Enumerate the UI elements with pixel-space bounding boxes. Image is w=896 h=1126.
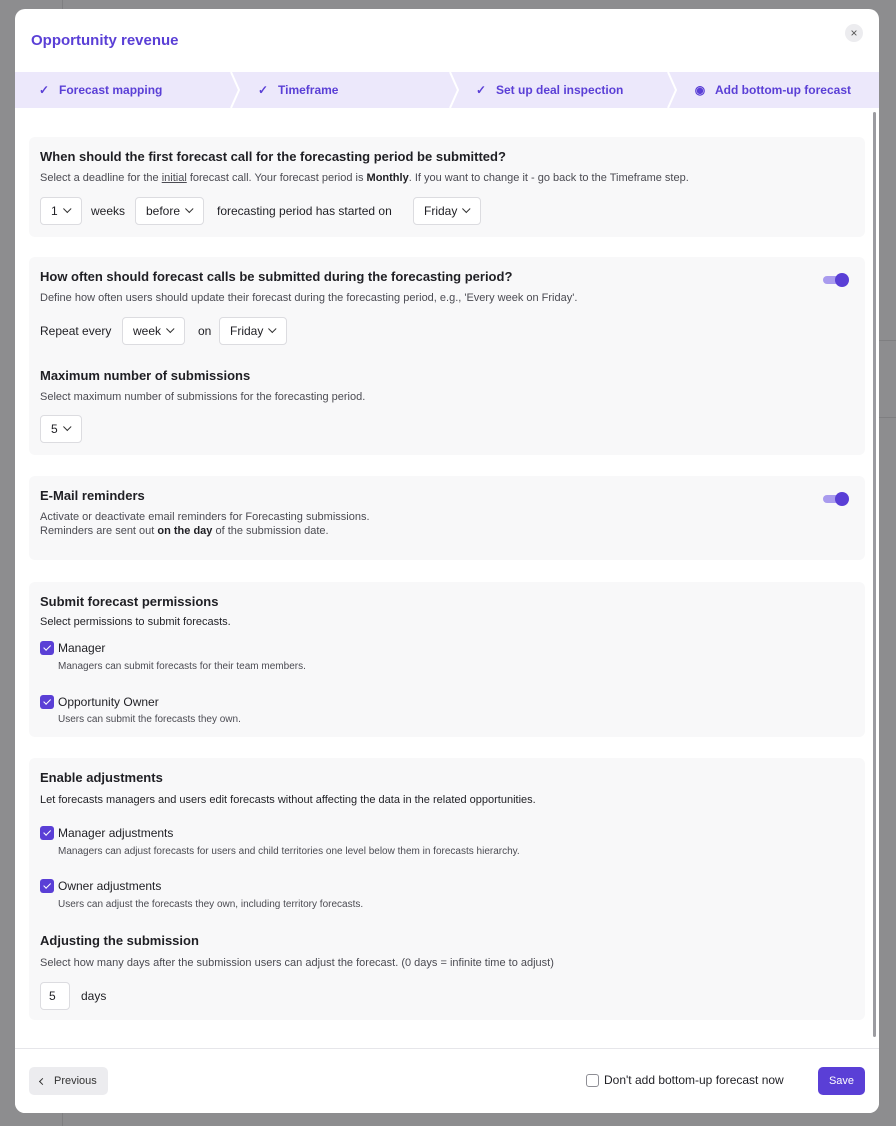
- wizard-stepper: [15, 72, 879, 108]
- step-deal-inspection[interactable]: [474, 72, 623, 108]
- relation-select[interactable]: before: [135, 197, 204, 225]
- reminders-toggle[interactable]: [823, 492, 849, 506]
- adjust-days-input[interactable]: 5: [40, 982, 70, 1010]
- frequency-card: [29, 257, 865, 455]
- owner-label: Opportunity Owner: [58, 695, 159, 709]
- step-bottom-up-forecast[interactable]: [693, 72, 851, 108]
- first-call-day-select[interactable]: Friday: [413, 197, 481, 225]
- manager-description: Managers can submit forecasts for their team members.: [58, 661, 306, 672]
- initial-link: initial: [161, 172, 187, 184]
- owner-adjustments-checkbox[interactable]: [40, 879, 54, 893]
- on-label: on: [198, 324, 212, 338]
- close-icon: ×: [850, 26, 858, 40]
- manager-adjustments-description: Managers can adjust forecasts for users and child territories one level below them in forecasts hierarchy.: [58, 846, 520, 857]
- repeat-day-select[interactable]: Friday: [219, 317, 287, 345]
- previous-button[interactable]: Previous: [29, 1067, 108, 1095]
- reminders-description: Activate or deactivate email reminders for Forecasting submissions.: [40, 511, 370, 523]
- check-icon: ✓: [257, 83, 269, 97]
- manager-label: Manager: [58, 641, 106, 655]
- step-label: Add bottom-up forecast: [715, 83, 851, 97]
- permissions-title: Submit forecast permissions: [40, 594, 219, 609]
- step-separator: [230, 72, 242, 108]
- chevron-down-icon: [63, 205, 71, 213]
- weeks-count-select[interactable]: 1: [40, 197, 82, 225]
- reminders-title: E-Mail reminders: [40, 488, 145, 503]
- frequency-title: How often should forecast calls be submitted during the forecasting period?: [40, 269, 513, 284]
- adjustments-card: [29, 758, 865, 1020]
- owner-adjustments-description: Users can adjust the forecasts they own, including territory forecasts.: [58, 899, 364, 910]
- chevron-down-icon: [166, 325, 174, 333]
- check-icon: ✓: [38, 83, 50, 97]
- owner-description: Users can submit the forecasts they own.: [58, 714, 241, 725]
- step-label: Set up deal inspection: [496, 83, 624, 97]
- max-submissions-description: Select maximum number of submissions for the forecasting period.: [40, 391, 366, 403]
- permissions-card: [29, 582, 865, 737]
- chevron-down-icon: [63, 423, 71, 431]
- check-icon: ✓: [475, 83, 487, 97]
- days-label: days: [81, 989, 107, 1003]
- chevron-down-icon: [185, 205, 193, 213]
- adjusting-submission-description: Select how many days after the submission users can adjust the forecast. (0 days = infinite time to adjust): [40, 957, 554, 969]
- chevron-left-icon: [39, 1077, 46, 1084]
- owner-checkbox[interactable]: [40, 695, 54, 709]
- step-timeframe[interactable]: [256, 72, 338, 108]
- chevron-down-icon: [268, 325, 276, 333]
- forecast-modal: [15, 9, 879, 1113]
- adjustments-title: Enable adjustments: [40, 770, 163, 785]
- scrollbar[interactable]: [873, 112, 876, 1037]
- max-submissions-title: Maximum number of submissions: [40, 368, 251, 383]
- close-button[interactable]: [845, 24, 863, 42]
- manager-adjustments-label: Manager adjustments: [58, 826, 174, 840]
- step-label: Forecast mapping: [59, 83, 163, 97]
- owner-adjustments-label: Owner adjustments: [58, 879, 162, 893]
- manager-adjustments-checkbox[interactable]: [40, 826, 54, 840]
- max-submissions-select[interactable]: 5: [40, 415, 82, 443]
- permissions-description: Select permissions to submit forecasts.: [40, 616, 231, 628]
- first-call-title: When should the first forecast call for the forecasting period be submitted?: [40, 149, 506, 164]
- frequency-description: Define how often users should update their forecast during the forecasting period, e.g., 'Every week on Friday'.: [40, 292, 578, 304]
- background-divider: [879, 417, 896, 418]
- repeat-unit-select[interactable]: week: [122, 317, 185, 345]
- adjustments-description: Let forecasts managers and users edit forecasts without affecting the data in the related opportunities.: [40, 794, 536, 806]
- step-separator: [667, 72, 679, 108]
- first-call-card: [29, 137, 865, 237]
- first-call-description: Select a deadline for the initial forecast call. Your forecast period is Monthly. If you want to change it - go back to the Timeframe step.: [40, 172, 689, 184]
- reminders-card: [29, 476, 865, 560]
- step-forecast-mapping[interactable]: [37, 72, 162, 108]
- save-button[interactable]: Save: [818, 1067, 865, 1095]
- step-separator: [449, 72, 461, 108]
- modal-footer: [15, 1048, 879, 1113]
- weeks-label: weeks: [91, 204, 126, 218]
- skip-bottom-up-checkbox[interactable]: Don't add bottom-up forecast now: [586, 1073, 784, 1087]
- manager-checkbox[interactable]: [40, 641, 54, 655]
- modal-content: [15, 108, 879, 1048]
- repeat-every-label: Repeat every: [40, 324, 112, 338]
- background-divider: [879, 340, 896, 341]
- reminders-timing: Reminders are sent out on the day of the submission date.: [40, 525, 329, 537]
- adjusting-submission-title: Adjusting the submission: [40, 933, 199, 948]
- checkbox-box: [586, 1074, 599, 1087]
- frequency-toggle[interactable]: [823, 273, 849, 287]
- radio-dot-icon: ◉: [694, 83, 706, 97]
- chevron-down-icon: [462, 205, 470, 213]
- modal-title: Opportunity revenue: [31, 32, 179, 49]
- period-started-label: forecasting period has started on: [217, 204, 392, 218]
- step-label: Timeframe: [278, 83, 339, 97]
